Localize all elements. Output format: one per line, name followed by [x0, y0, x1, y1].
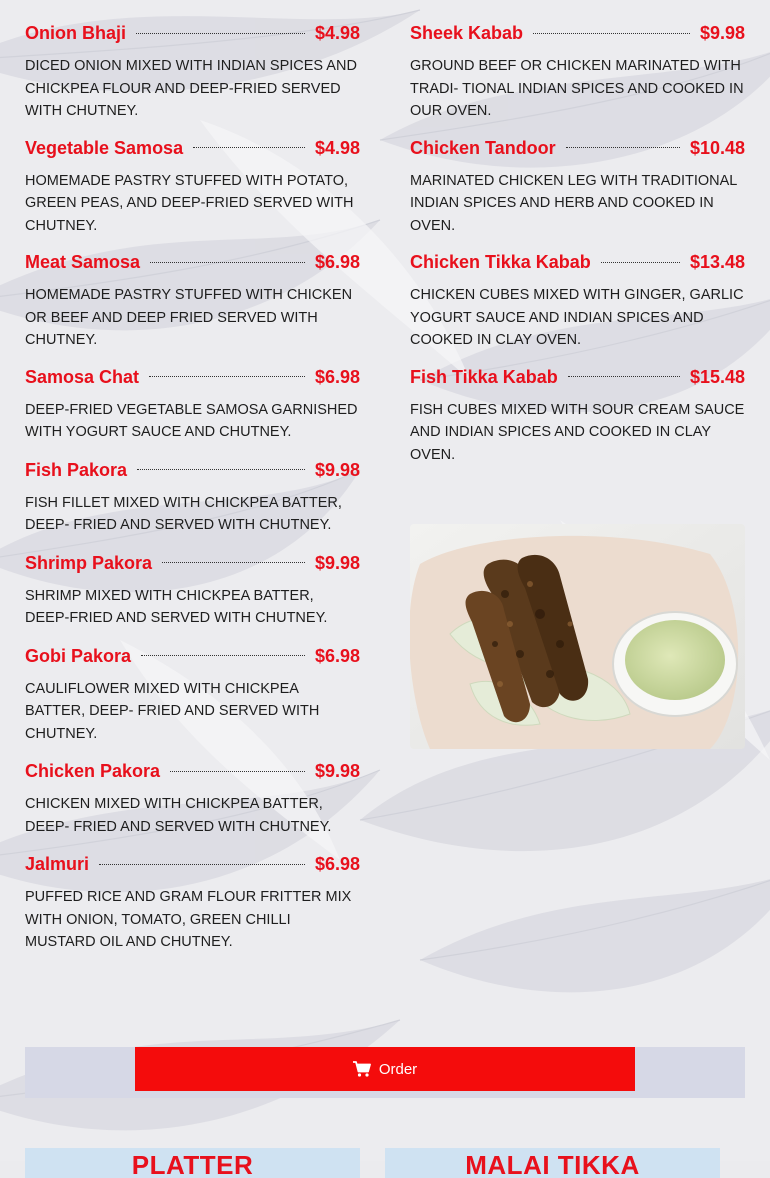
- item-price: $9.98: [314, 459, 360, 480]
- item-price: $15.48: [689, 366, 745, 387]
- shopping-cart-icon: [353, 1061, 371, 1077]
- item-description: SHRIMP MIXED WITH CHICKPEA BATTER, DEEP-FRIED AND SERVED WITH CHUTNEY.: [25, 587, 328, 626]
- sheek-kabab-photo: [410, 524, 745, 749]
- dotted-leader: [533, 33, 690, 34]
- item-name: Samosa Chat: [25, 366, 140, 387]
- dotted-leader: [99, 864, 305, 865]
- menu-item-shrimp-pakora: [25, 549, 360, 630]
- item-name: Onion Bhaji: [25, 23, 126, 43]
- item-name: Chicken Tandoor: [410, 137, 556, 158]
- item-description: CHICKEN MIXED WITH CHICKPEA BATTER, DEEP- FRIED AND SERVED WITH CHUTNEY.: [25, 796, 332, 835]
- order-button-label: Order: [378, 1060, 418, 1078]
- section-tab-label: PLATTER: [131, 1150, 254, 1178]
- section-tab-platter[interactable]: [25, 1148, 360, 1178]
- item-description: DICED ONION MIXED WITH INDIAN SPICES AND CHICKPEA FLOUR AND DEEP-FRIED SERVED WITH CHUTNEY.: [25, 58, 357, 119]
- menu-item-vegetable-samosa: [25, 134, 360, 238]
- item-name: Fish Tikka Kabab: [410, 366, 558, 387]
- dotted-leader: [170, 771, 305, 772]
- item-price: $6.98: [314, 252, 360, 272]
- menu-item-jalmuri: [25, 850, 360, 954]
- dotted-leader: [568, 376, 680, 377]
- item-description: DEEP-FRIED VEGETABLE SAMOSA GARNISHED WITH YOGURT SAUCE AND CHUTNEY.: [25, 401, 358, 440]
- menu-item-onion-bhaji: [25, 19, 360, 123]
- item-name: Meat Samosa: [25, 252, 141, 272]
- item-description: CHICKEN CUBES MIXED WITH GINGER, GARLIC YOGURT SAUCE AND INDIAN SPICES AND COOKED IN CLAY OVEN.: [410, 287, 744, 348]
- section-tab-label: MALAI TIKKA: [465, 1150, 640, 1178]
- menu-item-sheek-kabab: [410, 19, 745, 123]
- dotted-leader: [137, 469, 305, 470]
- item-price: $4.98: [314, 23, 360, 43]
- dotted-leader: [136, 33, 305, 34]
- dotted-leader: [193, 147, 305, 148]
- item-name: Sheek Kabab: [410, 23, 524, 43]
- dotted-leader: [141, 655, 305, 656]
- item-description: HOMEMADE PASTRY STUFFED WITH CHICKEN OR BEEF AND DEEP FRIED SERVED WITH CHUTNEY.: [25, 287, 353, 348]
- menu-item-fish-tikka-kabab: [410, 363, 745, 467]
- menu-item-samosa-chat: [25, 363, 360, 444]
- menu-item-meat-samosa: [25, 248, 360, 352]
- item-description: GROUND BEEF OR CHICKEN MARINATED WITH TRADI- TIONAL INDIAN SPICES AND COOKED IN OUR OVEN.: [410, 58, 744, 119]
- item-description: CAULIFLOWER MIXED WITH CHICKPEA BATTER, DEEP- FRIED AND SERVED WITH CHUTNEY.: [25, 680, 320, 742]
- item-description: FISH CUBES MIXED WITH SOUR CREAM SAUCE AND INDIAN SPICES AND COOKED IN CLAY OVEN.: [410, 401, 745, 463]
- dotted-leader: [150, 262, 305, 263]
- menu-item-chicken-tandoor: [410, 134, 745, 238]
- dotted-leader: [601, 262, 680, 263]
- item-price: $9.98: [314, 552, 360, 573]
- item-name: Chicken Tikka Kabab: [410, 252, 591, 272]
- item-price: $4.98: [314, 137, 360, 158]
- item-name: Vegetable Samosa: [25, 137, 184, 158]
- item-name: Jalmuri: [25, 854, 90, 874]
- item-name: Gobi Pakora: [25, 645, 132, 666]
- item-price: $6.98: [314, 366, 360, 387]
- dotted-leader: [162, 562, 305, 563]
- order-bar: [25, 1047, 745, 1098]
- menu-item-fish-pakora: [25, 456, 360, 537]
- section-tab-malai-tikka[interactable]: [385, 1148, 720, 1178]
- left-menu-column: [25, 19, 360, 954]
- item-price: $13.48: [689, 252, 745, 272]
- item-description: FISH FILLET MIXED WITH CHICKPEA BATTER, DEEP- FRIED AND SERVED WITH CHUTNEY.: [25, 494, 342, 533]
- dotted-leader: [566, 147, 680, 148]
- item-price: $9.98: [314, 761, 360, 781]
- item-description: PUFFED RICE AND GRAM FLOUR FRITTER MIX WITH ONION, TOMATO, GREEN CHILLI MUSTARD OIL AND CHUTNEY.: [25, 889, 352, 950]
- item-price: $6.98: [314, 854, 360, 874]
- item-description: HOMEMADE PASTRY STUFFED WITH POTATO, GREEN PEAS, AND DEEP-FRIED SERVED WITH CHUTNEY.: [25, 172, 354, 234]
- item-name: Chicken Pakora: [25, 761, 161, 781]
- item-price: $6.98: [314, 645, 360, 666]
- order-button[interactable]: [135, 1047, 635, 1091]
- menu-item-chicken-tikka-kabab: [410, 248, 745, 352]
- item-price: $10.48: [689, 137, 745, 158]
- item-name: Shrimp Pakora: [25, 552, 153, 573]
- item-description: MARINATED CHICKEN LEG WITH TRADITIONAL INDIAN SPICES AND HERB AND COOKED IN OVEN.: [410, 172, 737, 234]
- menu-item-gobi-pakora: [25, 642, 360, 746]
- item-name: Fish Pakora: [25, 459, 128, 480]
- dotted-leader: [149, 376, 305, 377]
- menu-item-chicken-pakora: [25, 757, 360, 838]
- right-menu-column: [410, 19, 745, 466]
- item-price: $9.98: [699, 23, 745, 43]
